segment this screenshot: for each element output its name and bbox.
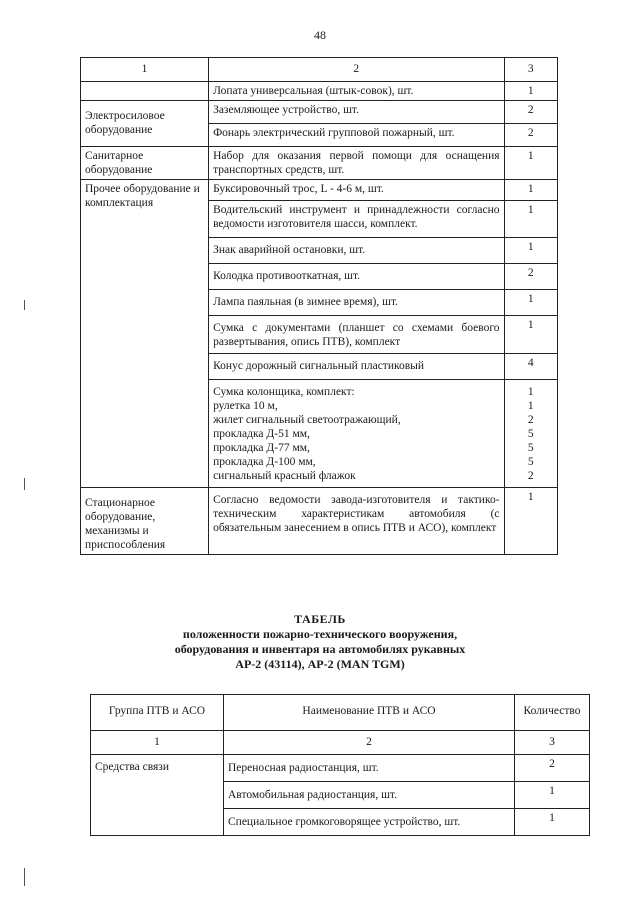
tabel-subtitle-line2: оборудования и инвентаря на автомобилях рукавных [174, 642, 466, 656]
tabel-heading [0, 612, 640, 672]
tabel-table [90, 694, 590, 836]
qty-cell: 2 [504, 264, 557, 290]
equipment-table-continued [80, 57, 558, 555]
group-cell-other: Прочее оборудование и комплектация [81, 180, 209, 488]
kit-qty: 5 [527, 456, 534, 468]
table-row [81, 488, 558, 555]
qty-cell: 4 [504, 354, 557, 380]
table-row [81, 101, 558, 124]
item-cell: Специальное громкоговорящее устройство, шт. [224, 809, 515, 836]
group-cell-empty [81, 82, 209, 101]
qty-cell: 1 [504, 290, 557, 316]
kit-line: рулетка 10 м, [213, 400, 278, 412]
col-header-2: 2 [209, 58, 504, 82]
qty-cell: 2 [504, 124, 557, 147]
qty-cell: 2 [515, 755, 590, 782]
item-cell: Переносная радиостанция, шт. [224, 755, 515, 782]
item-cell: Водительский инструмент и принадлежности согласно ведомости изготовителя шасси, комплект. [209, 201, 504, 238]
table-header-row [81, 58, 558, 82]
col-header-group: Группа ПТВ и АСО [91, 695, 224, 731]
tabel-title: ТАБЕЛЬ [294, 612, 346, 626]
kit-line: Сумка колонщика, комплект: [213, 386, 355, 398]
group-cell-comm: Средства связи [91, 755, 224, 836]
item-cell: Набор для оказания первой помощи для оснащения транспортных средств, шт. [209, 147, 504, 180]
kit-line: жилет сигнальный светоотражающий, [213, 414, 401, 426]
col-number-2: 2 [224, 731, 515, 755]
qty-cell: 1 [504, 82, 557, 101]
qty-cell: 1 [504, 238, 557, 264]
col-header-name: Наименование ПТВ и АСО [224, 695, 515, 731]
item-cell: Согласно ведомости завода-изготовителя и тактико-техническим характеристикам автомобиля (с обязательным занесением в опись ПТВ и АСО), комплект [209, 488, 504, 555]
item-cell: Автомобильная радиостанция, шт. [224, 782, 515, 809]
qty-cell: 2 [504, 101, 557, 124]
binding-mark [24, 300, 25, 310]
binding-mark [24, 478, 25, 490]
kit-qty: 5 [527, 442, 534, 454]
item-cell: Сумка с документами (планшет со схемами боевого развертывания, опись ПТВ), комплект [209, 316, 504, 354]
table-row [81, 147, 558, 180]
kit-qty-cell [504, 380, 557, 488]
kit-qty: 2 [527, 414, 534, 426]
kit-qty: 5 [527, 428, 534, 440]
qty-cell: 1 [504, 488, 557, 555]
qty-cell: 1 [515, 809, 590, 836]
kit-line: прокладка Д-100 мм, [213, 456, 316, 468]
col-header-3: 3 [504, 58, 557, 82]
col-number-1: 1 [91, 731, 224, 755]
page-number: 48 [314, 28, 326, 42]
item-cell: Фонарь электрический групповой пожарный, шт. [209, 124, 504, 147]
item-cell: Лопата универсальная (штык-совок), шт. [209, 82, 504, 101]
group-cell-sanitary: Санитарное оборудование [81, 147, 209, 180]
kit-qty: 2 [527, 470, 534, 482]
col-header-qty: Количество [515, 695, 590, 731]
qty-cell: 1 [504, 316, 557, 354]
item-cell: Заземляющее устройство, шт. [209, 101, 504, 124]
tabel-subtitle-line1: положенности пожарно-технического вооружения, [182, 627, 458, 641]
group-cell-stationary: Стационарное оборудование, механизмы и приспособления [81, 488, 209, 555]
kit-line: прокладка Д-51 мм, [213, 428, 310, 440]
table-row [91, 755, 590, 782]
group-cell-electro: Электросиловое оборудование [81, 101, 209, 147]
item-cell: Буксировочный трос, L - 4-6 м, шт. [209, 180, 504, 201]
item-cell: Колодка противооткатная, шт. [209, 264, 504, 290]
col-header-1: 1 [81, 58, 209, 82]
column-number-row [91, 731, 590, 755]
item-cell: Лампа паяльная (в зимнее время), шт. [209, 290, 504, 316]
tabel-subtitle-line3: АР-2 (43114), АР-2 (MAN TGM) [235, 657, 405, 671]
item-cell: Конус дорожный сигнальный пластиковый [209, 354, 504, 380]
kit-qty: 1 [527, 400, 534, 412]
qty-cell: 1 [504, 147, 557, 180]
binding-mark [24, 868, 25, 886]
qty-cell: 1 [504, 180, 557, 201]
kit-line: прокладка Д-77 мм, [213, 442, 310, 454]
col-number-3: 3 [515, 731, 590, 755]
item-cell: Знак аварийной остановки, шт. [209, 238, 504, 264]
table-header-row [91, 695, 590, 731]
table-row [81, 82, 558, 101]
table-row [81, 180, 558, 201]
qty-cell: 1 [504, 201, 557, 238]
kit-line: сигнальный красный флажок [213, 470, 356, 482]
kit-qty: 1 [527, 386, 534, 398]
qty-cell: 1 [515, 782, 590, 809]
kit-item-cell [209, 380, 504, 488]
